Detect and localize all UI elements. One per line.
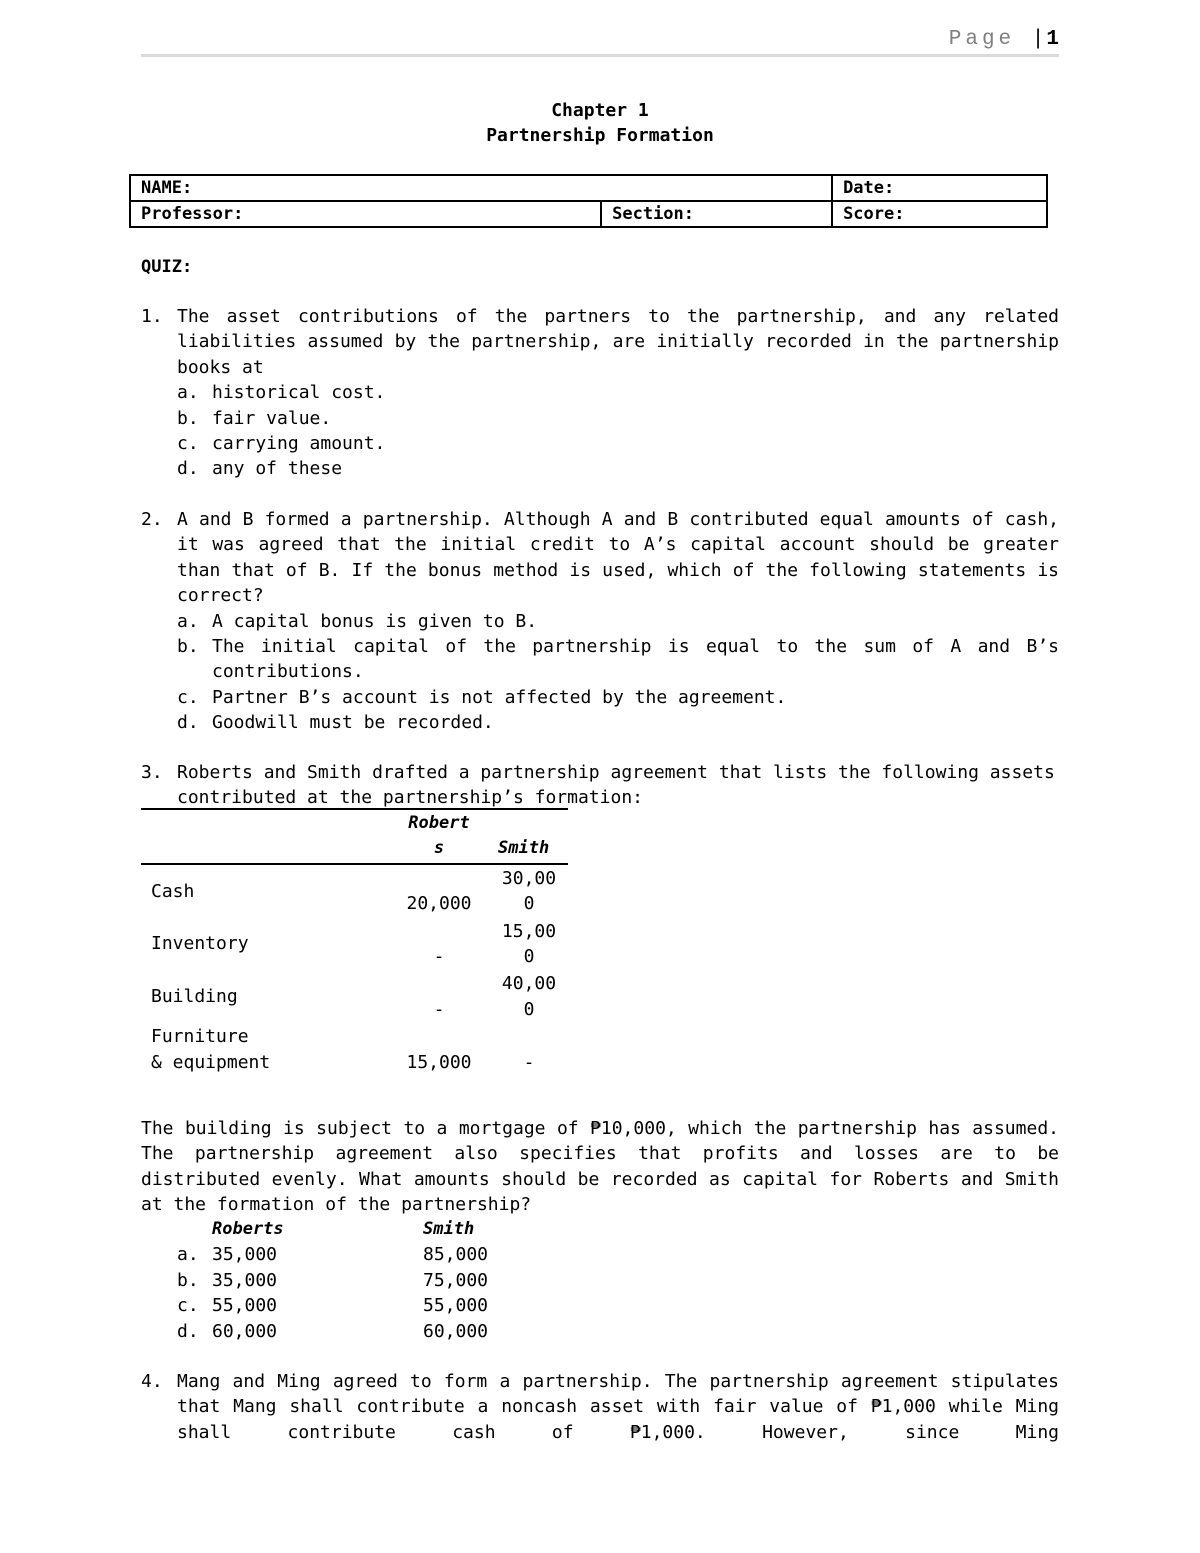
page-separator: |: [1031, 28, 1047, 51]
option-b[interactable]: b. fair value.: [177, 407, 332, 429]
question-text: Roberts and Smith drafted a partnership agreement that lists the following assets contributed at the partnership’s formation:: [177, 762, 1055, 809]
question-number: 1.: [141, 306, 163, 327]
table-row: [141, 918, 568, 971]
quiz-label: QUIZ:: [141, 257, 193, 277]
question-number: 3.: [141, 762, 163, 783]
question-text: The asset contributions of the partners to the partnership, and any related liabilities assumed by the partnership, are initially recorded in the partnership books at: [177, 306, 1059, 378]
page-header: [141, 28, 1059, 57]
asset-name: Inventory: [151, 933, 249, 955]
asset-name: Cash: [151, 880, 195, 902]
question-2: [141, 507, 1059, 736]
option-d[interactable]: d. Goodwill must be recorded.: [177, 712, 494, 734]
smith-value: 40,00 0: [501, 973, 557, 1020]
page-number-value: 1: [1046, 28, 1059, 51]
question-number: 2.: [141, 509, 163, 530]
question-4: [141, 1369, 1059, 1445]
roberts-value: -: [433, 946, 445, 968]
table-row: [141, 970, 568, 1023]
question-number: 4.: [141, 1371, 163, 1392]
option-c[interactable]: c. Partner B’s account is not affected by the agreement.: [177, 686, 787, 708]
table-row: [141, 864, 568, 918]
question-text: Mang and Ming agreed to form a partnership. The partnership agreement stipulates that Mang shall contribute a noncash asset with fair value of ₱1,000 while Ming shall contribute cash of ₱1,000. However, since Ming: [177, 1371, 1059, 1443]
question-text: A and B formed a partnership. Although A and B contributed equal amounts of cash, it was agreed that the initial credit to A’s capital account should be greater than that of B. If the bonus method is used, which of the following statements is correct?: [177, 509, 1059, 607]
name-field[interactable]: NAME:: [130, 175, 832, 201]
smith-value: -: [523, 1051, 535, 1073]
option-header-smith: Smith: [423, 1219, 475, 1239]
table-row: [141, 1023, 568, 1076]
roberts-value: 20,000: [406, 893, 472, 915]
question-3: [141, 760, 1059, 811]
question-1: [141, 304, 1059, 482]
question-3-options: [141, 1217, 741, 1344]
option-d[interactable]: d. any of these: [177, 458, 343, 480]
smith-value: 30,00 0: [501, 867, 557, 915]
chapter-subtitle: Partnership Formation: [486, 125, 714, 146]
student-info-box: [129, 174, 1048, 228]
option-d[interactable]: d. 60,000 60,000: [177, 1320, 489, 1342]
question-3-follow-up: The building is subject to a mortgage of ₱10,000, which the partnership has assumed. The partnership agreement also specifies that profits and losses are to be distributed evenly. What amounts should be recorded as capital for Roberts and Smith at the formation of the partnership?: [141, 1118, 1059, 1216]
option-c[interactable]: c. carrying amount.: [177, 433, 386, 455]
smith-value: 15,00 0: [501, 920, 557, 968]
chapter-title: Chapter 1: [551, 100, 649, 121]
option-c[interactable]: c. 55,000 55,000: [177, 1295, 489, 1317]
section-field[interactable]: Section:: [601, 201, 832, 227]
asset-contribution-table: [141, 808, 568, 1076]
option-a[interactable]: a. historical cost.: [177, 382, 386, 404]
option-header-roberts: Roberts: [212, 1219, 284, 1239]
page-label: Page: [948, 28, 1016, 51]
professor-field[interactable]: Professor:: [130, 201, 601, 227]
option-b[interactable]: b. 35,000 75,000: [177, 1269, 489, 1291]
roberts-value: -: [433, 998, 445, 1020]
date-field[interactable]: Date:: [832, 175, 1047, 201]
option-b[interactable]: b. The initial capital of the partnership is equal to the sum of A and B’s contributions.: [177, 636, 1059, 683]
column-header-smith: Smith: [498, 838, 550, 859]
asset-name: Building: [151, 986, 238, 1008]
column-header-roberts: Robert s: [408, 813, 470, 859]
option-a[interactable]: a. A capital bonus is given to B.: [177, 610, 538, 632]
roberts-value: 15,000: [406, 1051, 472, 1073]
asset-name: Furniture & equipment: [151, 1026, 271, 1073]
score-field[interactable]: Score:: [832, 201, 1047, 227]
option-a[interactable]: a. 35,000 85,000: [177, 1244, 489, 1266]
page-number: [949, 28, 1059, 51]
